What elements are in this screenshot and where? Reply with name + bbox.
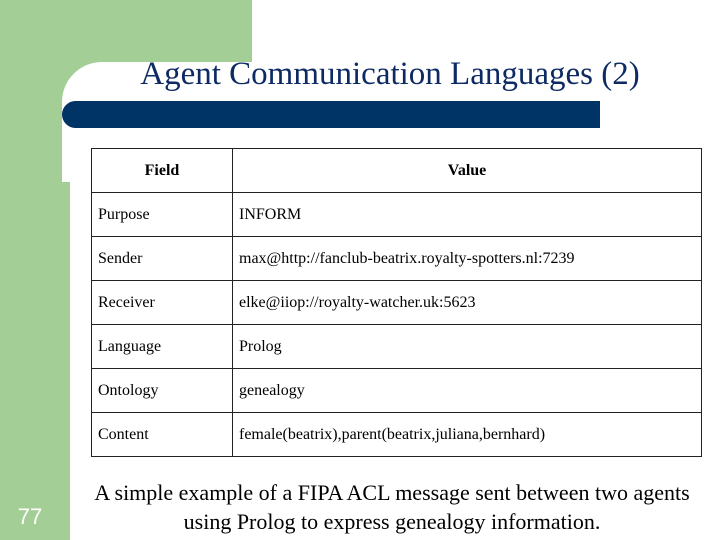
value-cell: elke@iiop://royalty-watcher.uk:5623 xyxy=(233,281,702,325)
field-cell: Purpose xyxy=(92,193,233,237)
header-field: Field xyxy=(92,149,233,193)
slide-caption: A simple example of a FIPA ACL message sent between two agents using Prolog to express genealogy information. xyxy=(94,480,690,534)
field-cell: Content xyxy=(92,413,233,457)
table-header-row xyxy=(92,149,702,193)
field-cell: Ontology xyxy=(92,369,233,413)
table-row xyxy=(92,281,702,325)
value-cell: max@http://fanclub-beatrix.royalty-spotters.nl:7239 xyxy=(233,237,702,281)
table-row xyxy=(92,237,702,281)
value-cell: INFORM xyxy=(233,193,702,237)
table-row xyxy=(92,413,702,457)
value-cell: Prolog xyxy=(233,325,702,369)
acl-message-table xyxy=(91,148,702,457)
table-row xyxy=(92,325,702,369)
value-cell: female(beatrix),parent(beatrix,juliana,bernhard) xyxy=(233,413,702,457)
page-number: 77 xyxy=(17,504,43,529)
field-cell: Receiver xyxy=(92,281,233,325)
header-value: Value xyxy=(233,149,702,193)
field-cell: Language xyxy=(92,325,233,369)
value-cell: genealogy xyxy=(233,369,702,413)
title-underline-bar xyxy=(62,101,600,128)
slide-title: Agent Communication Languages (2) xyxy=(140,56,640,92)
table-row xyxy=(92,369,702,413)
table-row xyxy=(92,193,702,237)
field-cell: Sender xyxy=(92,237,233,281)
